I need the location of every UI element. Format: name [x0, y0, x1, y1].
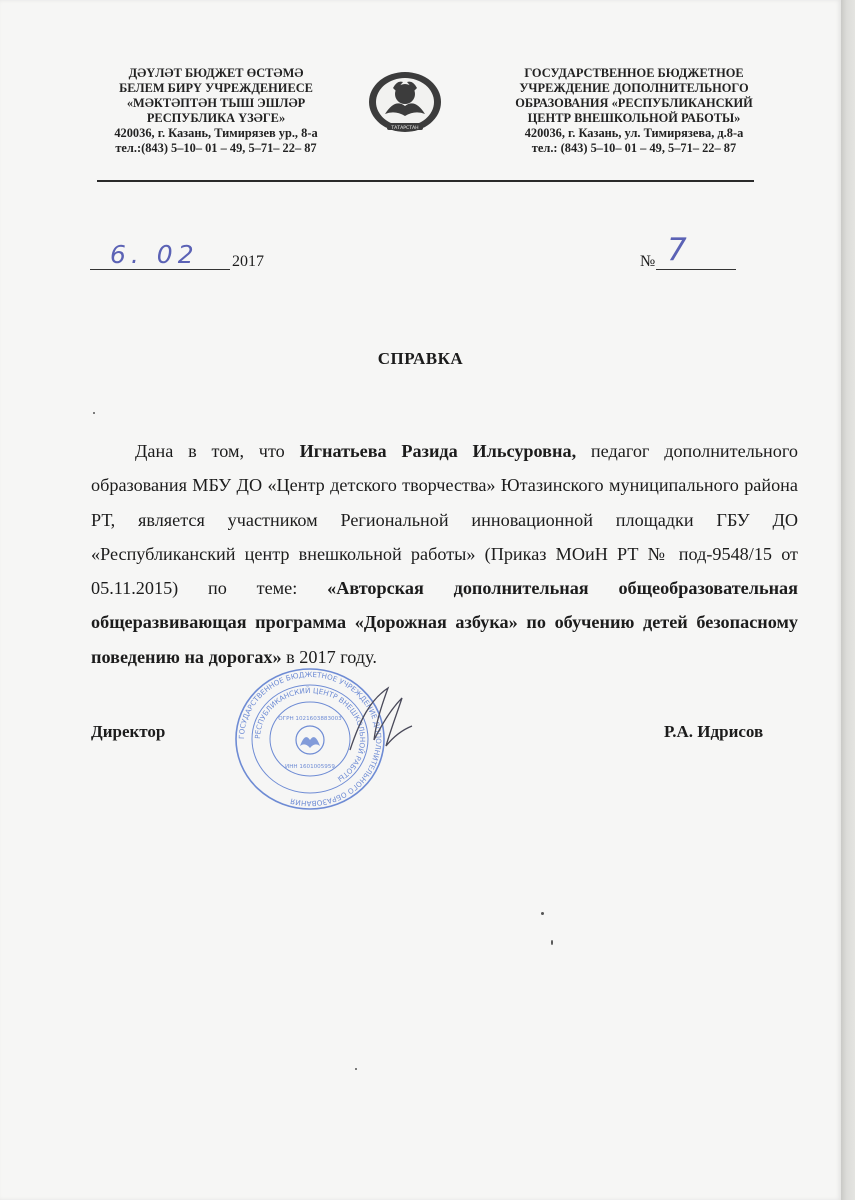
scan-speck: [93, 412, 95, 414]
number-underline: [656, 269, 736, 270]
letterhead-tatar-line: «МӘКТӘПТӘН ТЫШ ЭШЛӘР: [126, 96, 306, 110]
letterhead-divider: [97, 180, 754, 182]
document-title: СПРАВКА: [377, 349, 464, 368]
letterhead-russian-phone: тел.: (843) 5–10– 01 – 49, 5–71– 22– 87: [531, 141, 737, 155]
number-label: №: [640, 253, 656, 270]
scan-edge: [841, 0, 855, 1200]
signer-position: Директор: [91, 722, 166, 741]
letterhead-tatar: [92, 66, 340, 156]
signer-name: Р.А. Идрисов: [664, 722, 764, 741]
handwritten-date: 6. 02: [110, 240, 199, 269]
body-text-main: педагог дополнительного образования МБУ ДО «Центр детского творчества» Ютазинского муниципального района РТ, является участником Региональной инновационной площадки ГБУ ДО «Республиканский центр внешкольной работы» (Приказ МОиН РТ № под-9548/15 от 05.11.2015) по теме:: [91, 441, 798, 599]
document-body: [91, 434, 798, 674]
tatarstan-emblem-icon: [367, 70, 443, 136]
letterhead-tatar-line: РЕСПУБЛИКА ҮЗӘГЕ»: [146, 111, 286, 125]
emblem-caption: ТАТАРСТАН: [391, 126, 419, 131]
handwritten-number: 7: [667, 232, 687, 268]
letterhead-russian-line: ЦЕНТР ВНЕШКОЛЬНОЙ РАБОТЫ»: [527, 111, 741, 125]
program-topic: «Авторская дополнительная общеобразовательная общеразвивающая программа «Дорожная азбука» по обучению детей безопасному поведению на дорогах»: [91, 578, 798, 667]
letterhead-russian-address: 420036, г. Казань, ул. Тимирязева, д.8-а: [524, 126, 744, 140]
letterhead-russian-line: ОБРАЗОВАНИЯ «РЕСПУБЛИКАНСКИЙ: [515, 96, 753, 110]
letterhead-russian-line: УЧРЕЖДЕНИЕ ДОПОЛНИТЕЛЬНОГО: [519, 81, 749, 95]
letterhead-tatar-address: 420036, г. Казань, Тимирязев ур., 8-а: [114, 126, 318, 140]
scan-speck: [551, 940, 553, 945]
body-text-end: в 2017 году.: [281, 646, 377, 667]
scan-speck: [541, 912, 544, 915]
stamp-inner-text: РЕСПУБЛИКАНСКИЙ ЦЕНТР ВНЕШКОЛЬНОЙ РАБОТЫ: [252, 685, 368, 784]
letterhead-russian: [498, 66, 770, 156]
body-text-intro: Дана в том, что: [135, 441, 300, 461]
stamp-ogrn: ОГРН 1021603883003: [278, 716, 342, 722]
document-year: 2017: [232, 253, 264, 270]
stamp-inn: ИНН 1601005959: [285, 764, 335, 770]
letterhead-tatar-line: ДӘҮЛӘТ БЮДЖЕТ ӨСТӘМӘ: [128, 66, 304, 80]
date-underline: [90, 269, 230, 270]
letterhead-tatar-phone: тел.:(843) 5–10– 01 – 49, 5–71– 22– 87: [115, 141, 317, 155]
person-name: Игнатьева Разида Ильсуровна,: [299, 441, 577, 461]
stamp-outer-text: ГОСУДАРСТВЕННОЕ БЮДЖЕТНОЕ УЧРЕЖДЕНИЕ ДОПОЛНИТЕЛЬНОГО ОБРАЗОВАНИЯ: [236, 669, 384, 809]
letterhead-russian-line: ГОСУДАРСТВЕННОЕ БЮДЖЕТНОЕ: [524, 66, 744, 80]
letterhead-tatar-line: БЕЛЕМ БИРҮ УЧРЕЖДЕНИЕСЕ: [119, 81, 313, 95]
scan-speck: [355, 1068, 357, 1070]
body-paragraph: [91, 434, 798, 674]
handwritten-signature: [340, 680, 420, 760]
